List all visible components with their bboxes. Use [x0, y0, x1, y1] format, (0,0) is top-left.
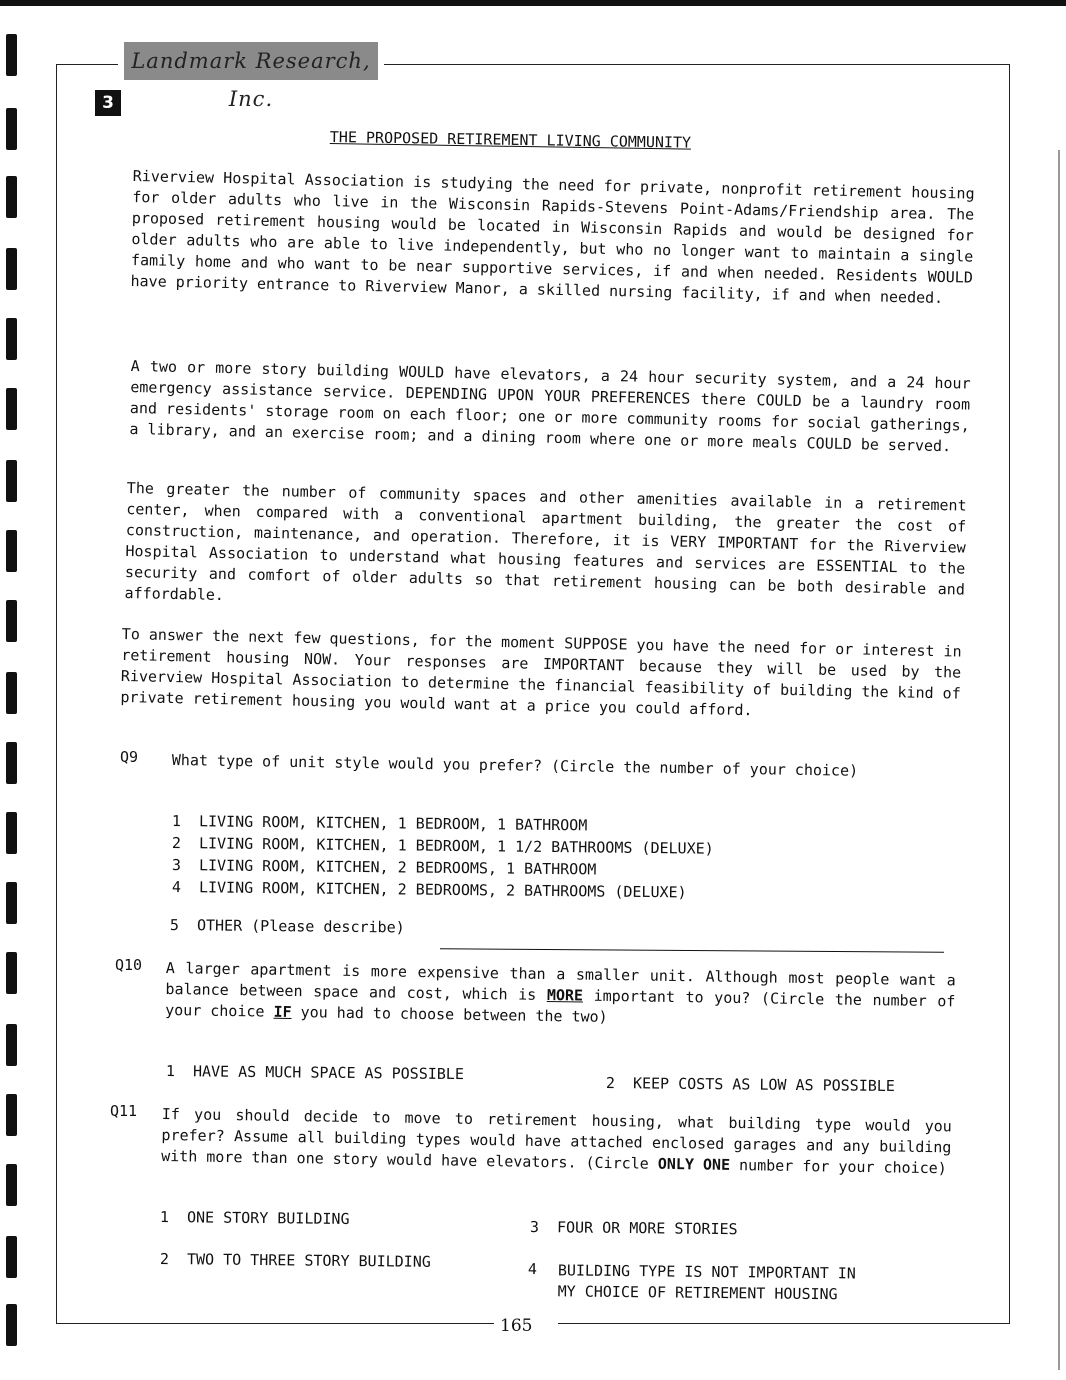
option-label: ONE STORY BUILDING	[186, 1208, 350, 1228]
q11-option-2[interactable]	[160, 1250, 431, 1271]
amenities-paragraph: The greater the number of community spaces and other amenities available in a retirement center, when compared with a conventional apartment building, the greater the cost of construction, maintenance, and operation. Therefore, it is VERY IMPORTANT for the Riverview Hospital Association to understand what housing features and services are ESSENTIAL to the security and comfort of older adults so that retirement housing can be both desirable and affordable.	[124, 478, 967, 605]
option-number: 1	[171, 812, 182, 831]
option-label: KEEP COSTS AS LOW AS POSSIBLE	[632, 1074, 895, 1096]
section-number-badge: 3	[95, 90, 121, 116]
option-label: TWO TO THREE STORY BUILDING	[186, 1250, 431, 1271]
option-number: 2	[159, 1250, 170, 1269]
option-number: 3	[171, 856, 182, 875]
spiral-binding	[6, 30, 32, 1350]
q10-number: Q10	[115, 956, 143, 974]
option-number: 1	[159, 1208, 170, 1227]
option-label: LIVING ROOM, KITCHEN, 1 BEDROOM, 1 BATHROOM	[198, 812, 588, 835]
q10-option-2[interactable]	[606, 1074, 895, 1095]
option-label: HAVE AS MUCH SPACE AS POSSIBLE	[192, 1062, 465, 1084]
option-label: BUILDING TYPE IS NOT IMPORTANT IN MY CHOICE OF RETIREMENT HOUSING	[557, 1261, 856, 1304]
option-number: 2	[171, 834, 182, 853]
option-number: 1	[165, 1062, 176, 1081]
option-label: LIVING ROOM, KITCHEN, 2 BEDROOMS, 2 BATHROOMS (DELUXE)	[198, 878, 687, 902]
option-number: 4	[527, 1260, 538, 1279]
page-right-edge	[1058, 150, 1060, 1370]
option-label: FOUR OR MORE STORIES	[556, 1218, 738, 1239]
page-top-edge	[0, 0, 1066, 6]
q10-option-1[interactable]	[166, 1062, 464, 1083]
intro-paragraph: Riverview Hospital Association is studying the need for private, nonprofit retirement housing for older adults who live in the Wisconsin Rapids-Stevens Point-Adams/Friendship area. The proposed retirement housing would be located in Wisconsin Rapids and would be designed for older adults who are able to live independently, but who no longer want to maintain a single family home and who want to be near supportive services, if and when needed. Residents WOULD have priority entrance to Riverview Manor, a skilled nursing facility, if and when needed.	[130, 166, 975, 307]
building-paragraph: A two or more story building WOULD have elevators, a 24 hour security system, and a 24 hour emergency assistance service. DEPENDING UPON YOUR PREFERENCES there COULD be a laundry room and residents' storage room on each floor; one or more community rooms for social gatherings, a library, and an exercise room; and a dining room where one or more meals COULD be served.	[129, 356, 971, 456]
q10-text: A larger apartment is more expensive than a smaller unit. Although most people want a balance between space and cost, which is MORE important to you? (Circle the number of your choice IF you had to choose between the two)	[165, 958, 956, 1026]
option-number: 4	[171, 878, 182, 897]
q9-text: What type of unit style would you prefer? (Circle the number of your choice)	[171, 750, 859, 780]
page-title: THE PROPOSED RETIREMENT LIVING COMMUNITY	[329, 128, 692, 152]
q9-number: Q9	[120, 748, 139, 766]
q11-number: Q11	[110, 1102, 138, 1120]
q11-option-3[interactable]	[530, 1218, 738, 1238]
q11-option-4[interactable]	[528, 1260, 856, 1305]
option-label: LIVING ROOM, KITCHEN, 2 BEDROOMS, 1 BATHROOM	[198, 856, 597, 879]
option-label: LIVING ROOM, KITCHEN, 1 BEDROOM, 1 1/2 BATHROOMS (DELUXE)	[198, 834, 714, 858]
option-label: OTHER (Please describe)	[196, 916, 405, 937]
q10-emphasis-if: IF	[273, 1002, 292, 1021]
logo-banner	[118, 42, 384, 111]
option-number: 3	[529, 1218, 540, 1237]
page-number: 165	[500, 1316, 533, 1336]
instructions-paragraph: To answer the next few questions, for the moment SUPPOSE you have the need for or interest in retirement housing NOW. Your responses are IMPORTANT because they will be used by the Riverview Hospital Association to determine the financial feasibility of building the kind of private retirement housing you would want at a price you could afford.	[120, 624, 962, 720]
option-number: 5	[169, 916, 180, 935]
q11-emphasis-only-one: ONLY ONE	[657, 1154, 731, 1174]
q10-emphasis-more: MORE	[546, 985, 584, 1005]
option-number: 2	[605, 1074, 616, 1093]
q11-text: If you should decide to move to retirement housing, what building type would you prefer? Assume all building types would have attached enclosed garages and any building with more than one story would have elevators. (Circle ONLY ONE number for your choice)	[161, 1104, 952, 1178]
q11-option-1[interactable]	[160, 1208, 350, 1228]
q9-option-5[interactable]	[170, 916, 405, 936]
company-logo: Landmark Research, Inc.	[124, 42, 378, 80]
